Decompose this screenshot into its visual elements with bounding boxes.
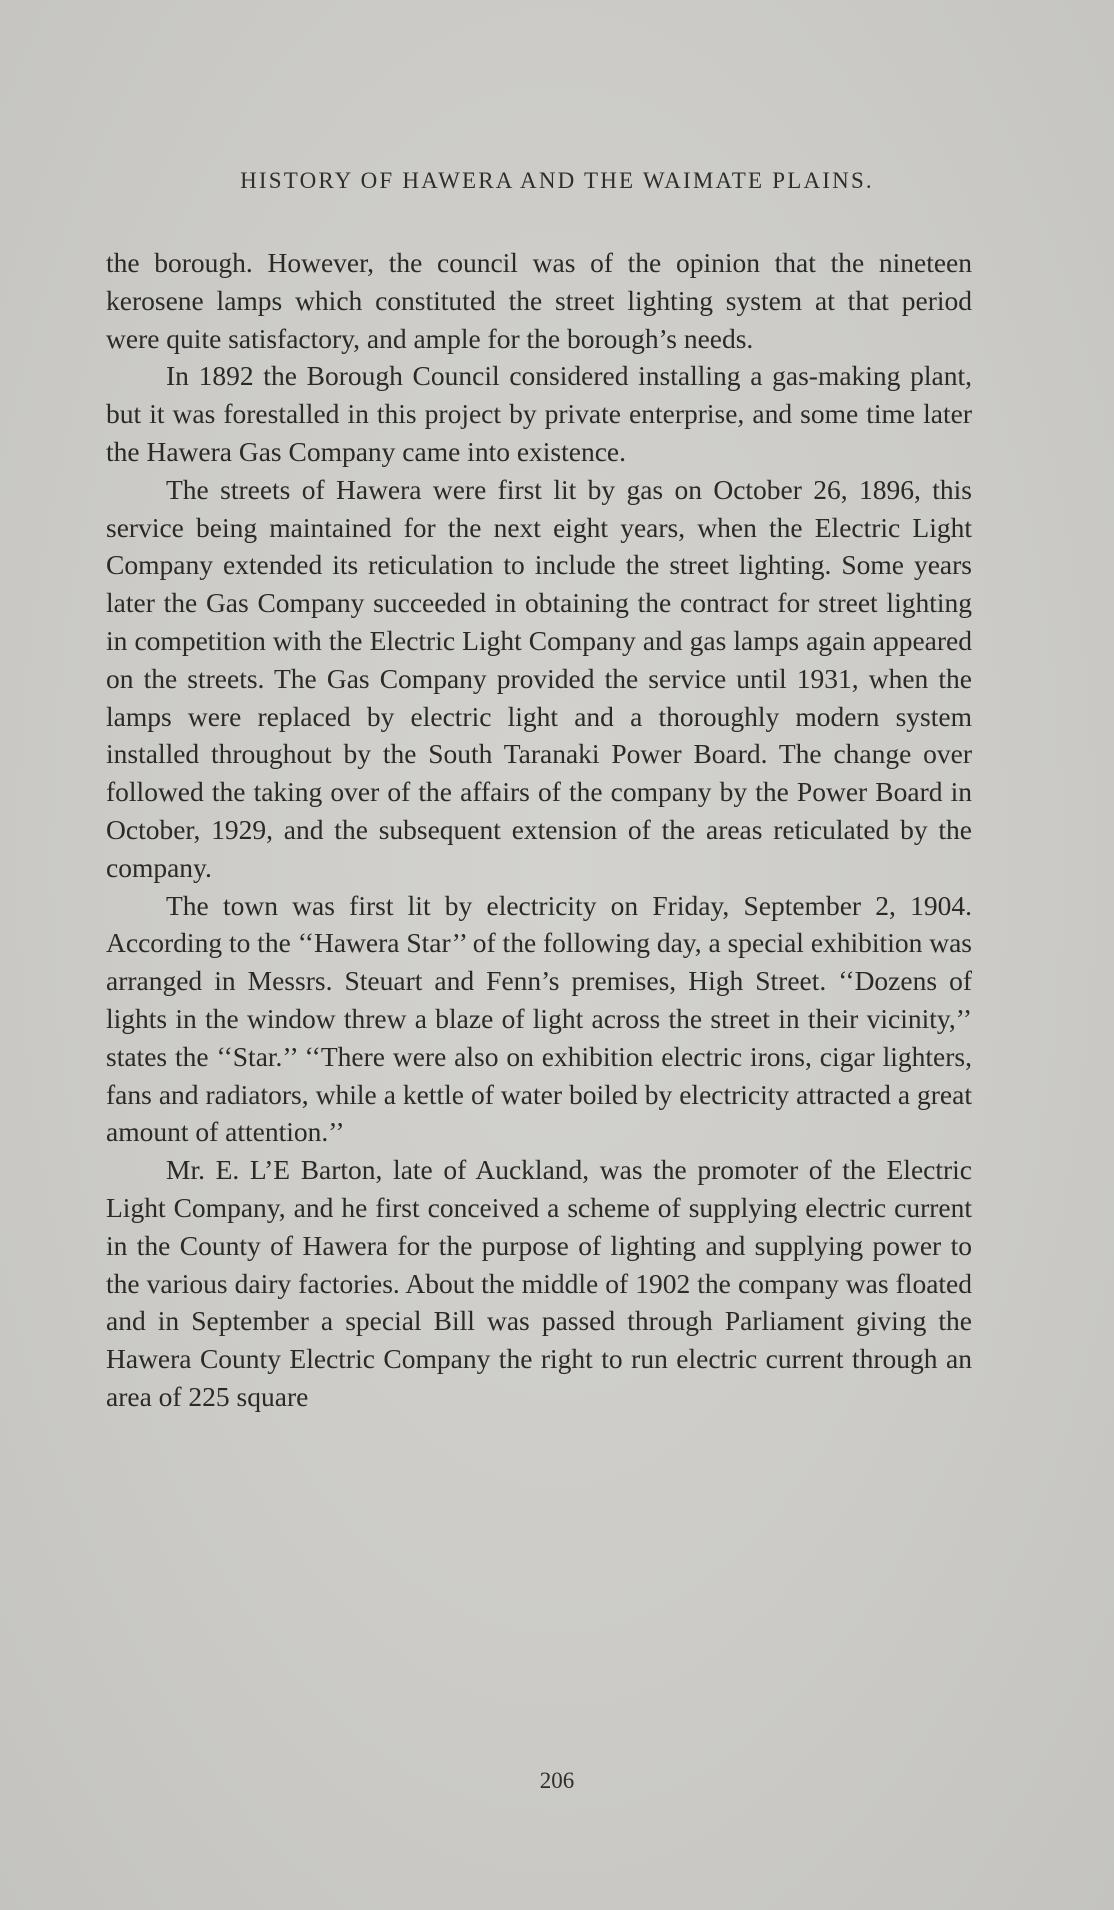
paragraph-first-electricity: The town was first lit by electricity on Friday, September 2, 1904. According to the ‘‘Hawera Star’’ of the following day, a special exhibition was arranged in Messrs. Steuart and Fenn’s premises, High Street. ‘‘Dozens of lights in the window threw a blaze of light across the street in their vicinity,’’ states the ‘‘Star.’’ ‘‘There were also on exhibition electric irons, cigar lighters, fans and radiators, while a kettle of water boiled by electricity attracted a great amount of attention.’’ — [106, 889, 972, 1148]
paragraph-street-lighting: The streets of Hawera were first lit by gas on October 26, 1896, this service being maintained for the next eight years, when the Electric Light Company extended its reticulation to include the street lighting. Some years later the Gas Company succeeded in obtaining the contract for street lighting in competition with the Electric Light Company and gas lamps again appeared on the streets. The Gas Company provided the service until 1931, when the lamps were replaced by electric light and a thoroughly modern system installed throughout by the South Taranaki Power Board. The change over followed the taking over of the affairs of the company by the Power Board in October, 1929, and the subsequent extension of the areas reticulated by the company. — [106, 473, 972, 883]
running-head-title: HISTORY OF HAWERA AND THE WAIMATE PLAINS. — [240, 168, 874, 193]
body-text — [106, 244, 972, 1416]
paragraph-gas-plant: In 1892 the Borough Council considered installing a gas-making plant, but it was forestalled in this project by private enterprise, and some time later the Hawera Gas Company came into existence. — [106, 360, 972, 467]
paragraph-continued: the borough. However, the council was of the opinion that the nineteen kerosene lamps which constituted the street lighting system at that period were quite satisfactory, and ample for the borough’s needs. — [106, 247, 972, 354]
paragraph-electric-company: Mr. E. L’E Barton, late of Auckland, was the promoter of the Electric Light Company, and he first conceived a scheme of supplying electric current in the County of Hawera for the purpose of lighting and supplying power to the various dairy factories. About the middle of 1902 the company was floated and in September a special Bill was passed through Parliament giving the Hawera County Electric Company the right to run electric current through an area of 225 square — [106, 1154, 972, 1412]
page-number: 206 — [539, 1768, 575, 1793]
